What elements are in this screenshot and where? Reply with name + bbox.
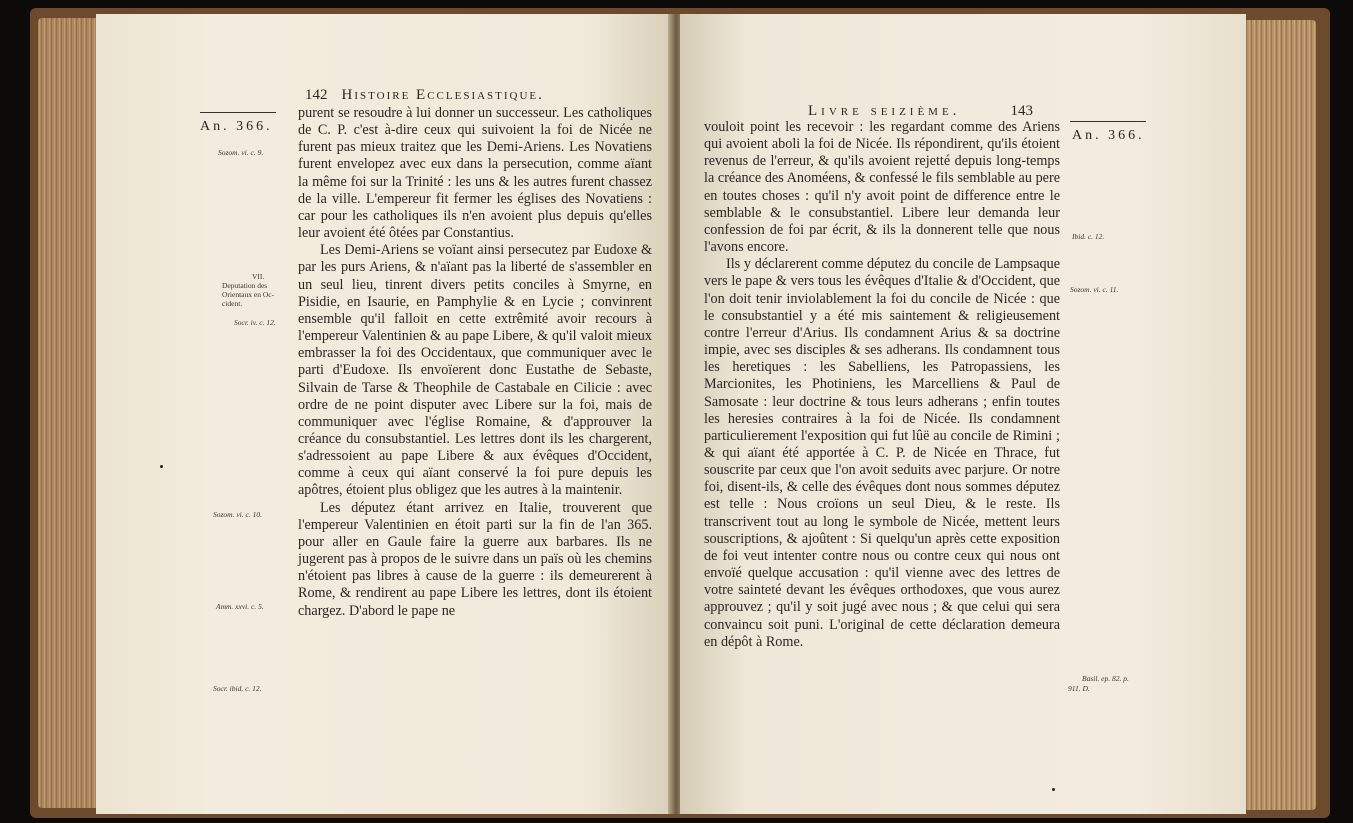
paragraph: Les Demi-Ariens se voïant ainsi persecutez par Eudoxe & par les purs Ariens, & n'aïant pas la liberté de s'assembler en un seul lieu, tinrent divers petits conciles à Smyrne, en Pisidie, en Isaurie, en Pamphylie & en Lycie ; convinrent ensemble qu'il falloit en cette extrêmité avoir recours à l'empereur Valentinien & au pape Libere, & qu'il valoit mieux embrasser la foi des Occidentaux, que communiquer avec le parti d'Eudoxe. Ils envoïerent donc Eustathe de Sebaste, Silvain de Tarse & Theophile de Castabale en Cilicie : avec ordre de ne point disputer avec Libere sur la foi, mais de communiquer avec l'église Romaine, & d'approuver la créance du consubstantiel. Les lettres dont ils les chargerent, s'adressoient au pape Libere & aux évêques d'Occident, comme à ceux qui aïant conservé la foi pure depuis les apôtres, étoient plus obligez que les autres à la maintenir.: [298, 242, 652, 499]
margin-note: Deputation des: [222, 281, 268, 290]
left-page-number: 142: [305, 87, 328, 103]
margin-note: Sozom. vi. c. 10.: [213, 510, 262, 519]
left-year-rule: [200, 112, 276, 113]
margin-note: VII.: [252, 272, 265, 281]
paragraph: Ils y déclarerent comme députez du concile de Lampsaque vers le pape & vers tous les évêques d'Italie & d'Occident, que l'on doit tenir inviolablement la foi du concile de Nicée : que le consubstantiel y a été mis saintement & religieusement contre l'erreur d'Arius. Ils condamnent Arius & sa doctrine impie, avec ses disciples & ses adherans. Ils condamnent tous les heretiques : les Sabelliens, les Patropassiens, les Marcionites, les Photiniens, les Marcelliens & Paul de Samosate : leur doctrine & tous leurs adherans ; enfin toutes les heresies contraires à la foi de Nicée. Ils condamnent particulierement l'exposition qui fut lûë au concile de Rimini ; & qui aïant été apportée à C. P. de Nicée en Thrace, fut souscrite par ceux que l'on avoit seduits avec parjure. Or notre foi, disent-ils, & celle des évêques dont nous sommes députez est telle : Nous croïons un seul Dieu, & le reste. Ils transcrivent tout au long le symbole de Nicée, mettent leurs souscriptions, & ajoûtent : Si quelqu'un après cette exposition de foi veut intenter contre nous ou contre ceux qui nous ont envoïé quelque accusation : qu'il vienne avec des lettres de votre sainteté devant les évêques orthodoxes, que vous aurez approuvez ; qu'il y soit jugé avec nous ; & que celui qui sera convaincu soit puni. L'original de cette déclaration demeura en dépôt à Rome.: [704, 256, 1060, 650]
margin-note: Ibid. c. 12.: [1072, 232, 1105, 241]
left-body-text: [298, 105, 652, 620]
left-page-title: Histoire Ecclesiastique.: [341, 87, 544, 103]
right-page-number: 143: [1010, 103, 1033, 119]
margin-note: 911. D.: [1068, 684, 1090, 693]
margin-note: Socr. ibid. c. 12.: [213, 684, 262, 693]
paragraph: purent se resoudre à lui donner un successeur. Les catholiques de C. P. c'est à-dire ceux qui suivoient la foi de Nicée ne furent pas mieux traitez que les Demi-Ariens. Les Novatiens furent envelopez avec eux dans la persecution, comme aïant la même foi sur la Trinité : les uns & les autres furent chassez de la ville. L'empereur fit fermer les églises des Novatiens : car pour les catholiques ils n'en avoient plus depuis qu'elles leur avoient été ôtées par Constantius.: [298, 105, 652, 242]
paragraph: Les députez étant arrivez en Italie, trouverent que l'empereur Valentinien en étoit parti sur la fin de l'an 365. pour aller en Gaule faire la guerre aux barbares. Ils ne jugerent pas à propos de le suivre dans un païs où les chemins n'étoient pas libres à cause de la guerre : ils demeurerent à Rome, & rendirent au pape Libere les lettres, dont ils étoient chargez. D'abord le pape ne: [298, 499, 652, 619]
left-year-label: An. 366.: [200, 119, 273, 134]
right-running-head: [808, 103, 1047, 120]
margin-note: Socr. iv. c. 12.: [234, 318, 276, 327]
right-year-rule: [1070, 121, 1146, 122]
margin-note: Orientaux en Oc-: [222, 290, 275, 299]
right-page-title: Livre seizième.: [808, 103, 961, 119]
margin-note: Basil. ep. 82. p.: [1082, 674, 1129, 683]
right-body-text: [704, 119, 1060, 651]
margin-note: Amm. xxvi. c. 5.: [216, 602, 264, 611]
margin-note: Sozom. vi. c. 11.: [1070, 285, 1119, 294]
paragraph: vouloit point les recevoir : les regardant comme des Ariens qui avoient aboli la foi de Nicée. Ils répondirent, qu'ils étoient revenus de l'erreur, & qu'ils avoient rejetté depuis long-temps la créance des Anoméens, & confessé le fils semblable au pere en toutes choses : qu'il n'y avoit point de difference entre le semblable & le consubstantiel. Libere leur demanda leur confession de foi par écrit, & ils la donnerent telle que nous l'avons encore.: [704, 119, 1060, 256]
margin-note: cident.: [222, 299, 243, 308]
left-running-head: [305, 87, 544, 104]
margin-note: Sozom. vi. c. 9.: [218, 148, 264, 157]
right-page-edges: [1238, 20, 1316, 810]
right-year-label: An. 366.: [1072, 128, 1145, 143]
speck: [1052, 788, 1055, 791]
speck: [160, 465, 163, 468]
